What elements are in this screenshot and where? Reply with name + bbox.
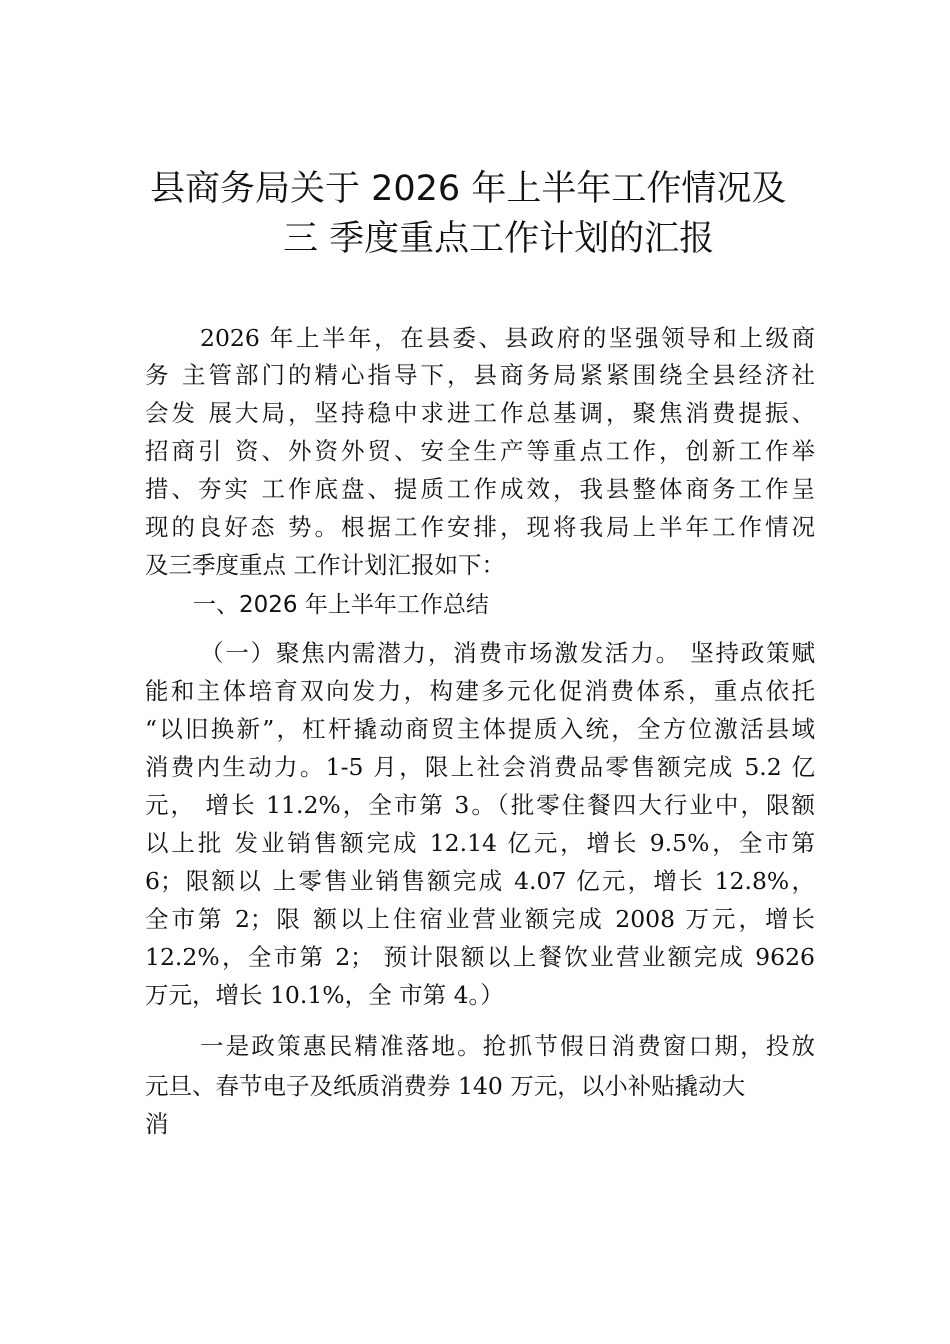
subsection-line: 全市第 2；限 额以上住宿业营业额完成 2008 万元，增长 xyxy=(145,905,815,933)
subsection-line: 元， 增长 11.2%，全市第 3。（批零住餐四大行业中，限额 xyxy=(145,791,815,819)
intro-line: 2026 年上半年，在县委、县政府的坚强领导和上级商 xyxy=(200,324,815,352)
section-heading: 一、2026 年上半年工作总结 xyxy=(193,592,489,618)
subsection-line: 消费内生动力。1-5 月，限上社会消费品零售额完成 5.2 亿 xyxy=(145,753,815,781)
intro-line: 务 主管部门的精心指导下，县商务局紧紧围绕全县经济社 xyxy=(145,361,815,389)
subsection-line: 能和主体培育双向发力，构建多元化促消费体系，重点依托 xyxy=(145,677,815,705)
point-line: 一是政策惠民精准落地。抢抓节假日消费窗口期，投放 xyxy=(200,1032,815,1060)
intro-line: 现的良好态 势。根据工作安排，现将我局上半年工作情况 xyxy=(145,513,815,541)
subsection-line: （一）聚焦内需潜力，消费市场激发活力。 坚持政策赋 xyxy=(200,639,815,667)
subsection-line: 万元，增长 10.1%，全 市第 4。） xyxy=(145,981,504,1009)
subsection-line: 以上批 发业销售额完成 12.14 亿元，增长 9.5%，全市第 xyxy=(145,829,815,857)
document-title-line-1: 县商务局关于 2026 年上半年工作情况及 xyxy=(150,169,787,209)
subsection-line: 6；限额以 上零售业销售额完成 4.07 亿元，增长 12.8%， xyxy=(145,867,815,895)
intro-line: 招商引 资、外资外贸、安全生产等重点工作，创新工作举 xyxy=(145,437,815,465)
point-line: 消 xyxy=(145,1110,169,1138)
point-line: 元旦、春节电子及纸质消费券 140 万元，以小补贴撬动大 xyxy=(145,1072,746,1100)
intro-line: 措、夯实 工作底盘、提质工作成效，我县整体商务工作呈 xyxy=(145,475,815,503)
subsection-line: “以旧换新”，杠杆撬动商贸主体提质入统，全方位激活县域 xyxy=(145,715,815,743)
document-title-line-2: 三 季度重点工作计划的汇报 xyxy=(283,219,715,259)
subsection-line: 12.2%，全市第 2； 预计限额以上餐饮业营业额完成 9626 xyxy=(145,943,815,971)
intro-line: 会发 展大局，坚持稳中求进工作总基调，聚焦消费提振、 xyxy=(145,399,815,427)
intro-line: 及三季度重点 工作计划汇报如下： xyxy=(145,551,505,579)
